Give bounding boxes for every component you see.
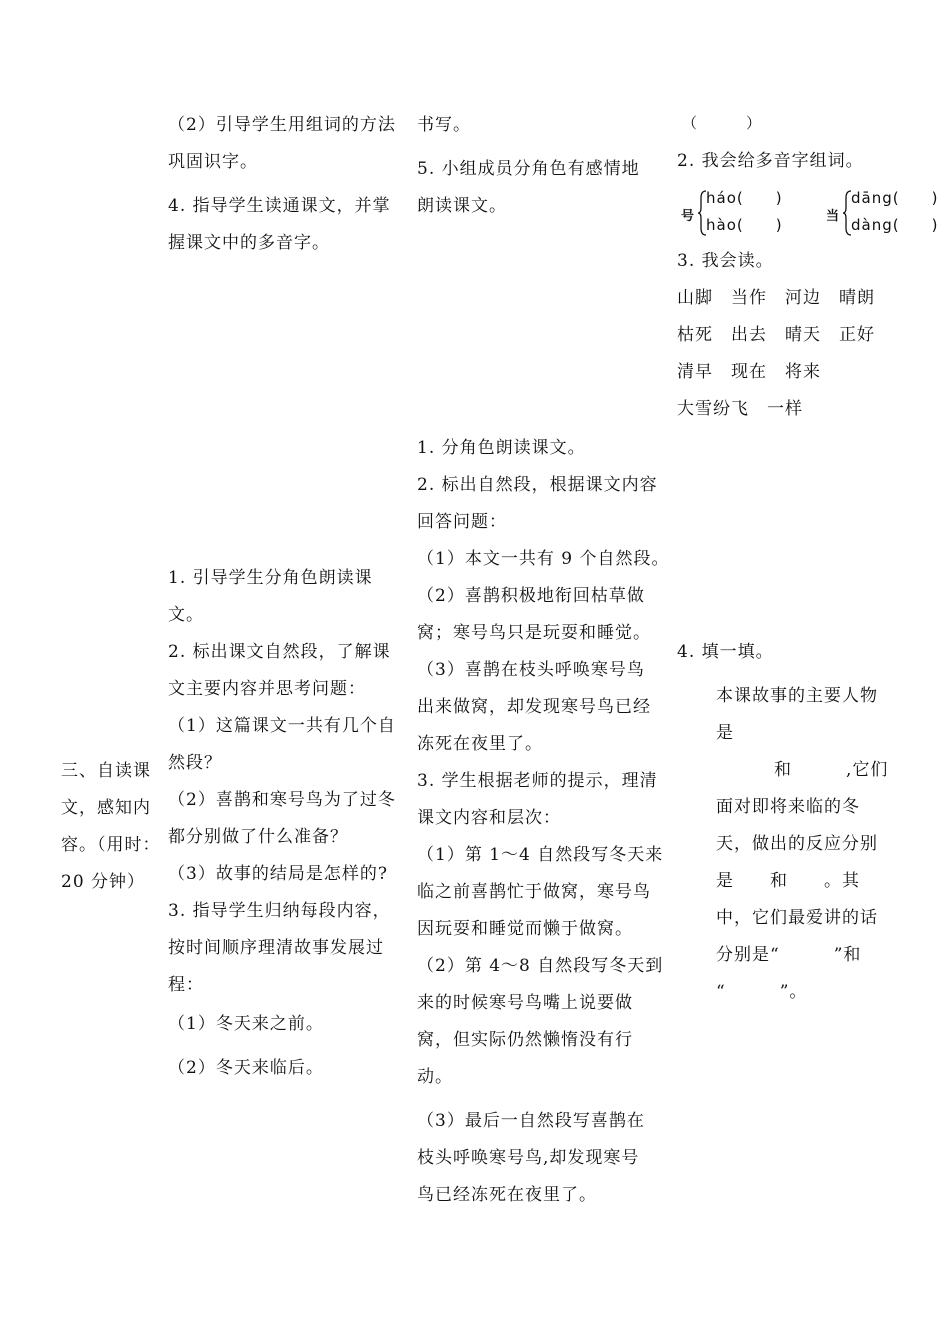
exercise-heading: 3. 我会读。 bbox=[677, 251, 774, 271]
student-text-line: 来的时候寒号鸟嘴上说要做 bbox=[417, 993, 633, 1013]
student-text-line: 出来做窝，却发现寒号鸟已经 bbox=[417, 697, 651, 717]
student-text-line: （3）最后一自然段写喜鹊在 bbox=[417, 1111, 645, 1131]
student-text-line: 课文内容和层次： bbox=[417, 808, 561, 828]
student-text-line: 回答问题： bbox=[417, 512, 507, 532]
teacher-text-line: 按时间顺序理清故事发展过 bbox=[168, 938, 384, 958]
pinyin-line: dāng( ) bbox=[851, 189, 939, 207]
teacher-text-line: 握课文中的多音字。 bbox=[168, 233, 330, 253]
student-text-line: （1）第 1～4 自然段写冬天来 bbox=[417, 845, 664, 865]
word-row: 枯死 出去 晴天 正好 bbox=[677, 325, 875, 345]
section-label-line: 文，感知内 bbox=[61, 798, 151, 818]
teacher-text-line: 1. 引导学生分角色朗读课 bbox=[168, 568, 373, 588]
student-text-line: （3）喜鹊在枝头呼唤寒号鸟 bbox=[417, 660, 645, 680]
teacher-text-line: 文主要内容并思考问题： bbox=[168, 679, 366, 699]
student-text-line: 窝；寒号鸟只是玩耍和睡觉。 bbox=[417, 623, 651, 643]
student-text-line: 朗读课文。 bbox=[417, 196, 507, 216]
student-text-line: 1. 分角色朗读课文。 bbox=[417, 438, 586, 458]
student-text-line: 3. 学生根据老师的提示，理清 bbox=[417, 771, 658, 791]
teacher-text-line: 文。 bbox=[168, 605, 204, 625]
student-text-line: （2）第 4～8 自然段写冬天到 bbox=[417, 956, 664, 976]
section-label-line: 三、自读课 bbox=[61, 761, 151, 781]
student-text-line: 窝，但实际仍然懒惰没有行 bbox=[417, 1030, 633, 1050]
student-text-line: 动。 bbox=[417, 1067, 453, 1087]
word-row: 清早 现在 将来 bbox=[677, 362, 821, 382]
teacher-text-line: 2. 标出课文自然段，了解课 bbox=[168, 642, 391, 662]
fill-line: 是 bbox=[716, 723, 734, 743]
teacher-text-line: 4. 指导学生读通课文，并掌 bbox=[168, 196, 391, 216]
fill-line: 本课故事的主要人物 bbox=[716, 686, 878, 706]
teacher-text-line: （2）引导学生用组词的方法 bbox=[168, 115, 396, 135]
fill-line: 面对即将来临的冬 bbox=[716, 797, 860, 817]
student-text-line: 2. 标出自然段，根据课文内容 bbox=[417, 475, 658, 495]
pinyin-line: hào( ) bbox=[706, 216, 783, 234]
teacher-text-line: 然段？ bbox=[168, 753, 222, 773]
student-text-line: 因玩耍和睡觉而懒于做窝。 bbox=[417, 919, 633, 939]
student-text-line: （1）本文一共有 9 个自然段。 bbox=[417, 549, 670, 569]
polyphone-char: 当 bbox=[826, 209, 840, 224]
teacher-text-line: 3. 指导学生归纳每段内容， bbox=[168, 901, 391, 921]
teacher-text-line: （3）故事的结局是怎样的? bbox=[168, 864, 388, 884]
blank-paren: （ ） bbox=[682, 114, 763, 132]
student-text-line: 冻死在夜里了。 bbox=[417, 734, 543, 754]
fill-line: 天，做出的反应分别 bbox=[716, 834, 878, 854]
word-row: 大雪纷飞 一样 bbox=[677, 399, 803, 419]
teacher-text-line: 都分别做了什么准备？ bbox=[168, 827, 348, 847]
student-text-line: 书写。 bbox=[417, 115, 471, 135]
student-text-line: （2）喜鹊积极地衔回枯草做 bbox=[417, 586, 645, 606]
teacher-text-line: （2）喜鹊和寒号鸟为了过冬 bbox=[168, 790, 396, 810]
fill-line: 是 和 。其 bbox=[716, 871, 860, 891]
teacher-text-line: 程： bbox=[168, 975, 204, 995]
teacher-text-line: 巩固识字。 bbox=[168, 152, 258, 172]
teacher-text-line: （2）冬天来临后。 bbox=[168, 1058, 324, 1078]
fill-line: 和 ,它们 bbox=[774, 760, 889, 780]
fill-line: 中，它们最爱讲的话 bbox=[716, 908, 878, 928]
student-text-line: 枝头呼唤寒号鸟,却发现寒号 bbox=[417, 1148, 640, 1168]
pinyin-line: dàng( ) bbox=[851, 216, 939, 234]
fill-line: 分别是“ ”和 bbox=[716, 945, 862, 965]
section-label-line: 容。（用时： bbox=[61, 835, 161, 855]
teacher-text-line: （1）这篇课文一共有几个自 bbox=[168, 716, 396, 736]
section-label-line: 20 分钟） bbox=[61, 872, 146, 892]
exercise-heading: 2. 我会给多音字组词。 bbox=[677, 151, 864, 171]
word-row: 山脚 当作 河边 晴朗 bbox=[677, 288, 875, 308]
exercise-heading: 4. 填一填。 bbox=[677, 642, 774, 662]
polyphone-char: 号 bbox=[681, 209, 695, 224]
student-text-line: 鸟已经冻死在夜里了。 bbox=[417, 1185, 597, 1205]
teacher-text-line: （1）冬天来之前。 bbox=[168, 1014, 324, 1034]
student-text-line: 临之前喜鹊忙于做窝，寒号鸟 bbox=[417, 882, 651, 902]
student-text-line: 5. 小组成员分角色有感情地 bbox=[417, 159, 640, 179]
fill-line: “ ”。 bbox=[716, 982, 808, 1002]
pinyin-line: háo( ) bbox=[706, 189, 783, 207]
